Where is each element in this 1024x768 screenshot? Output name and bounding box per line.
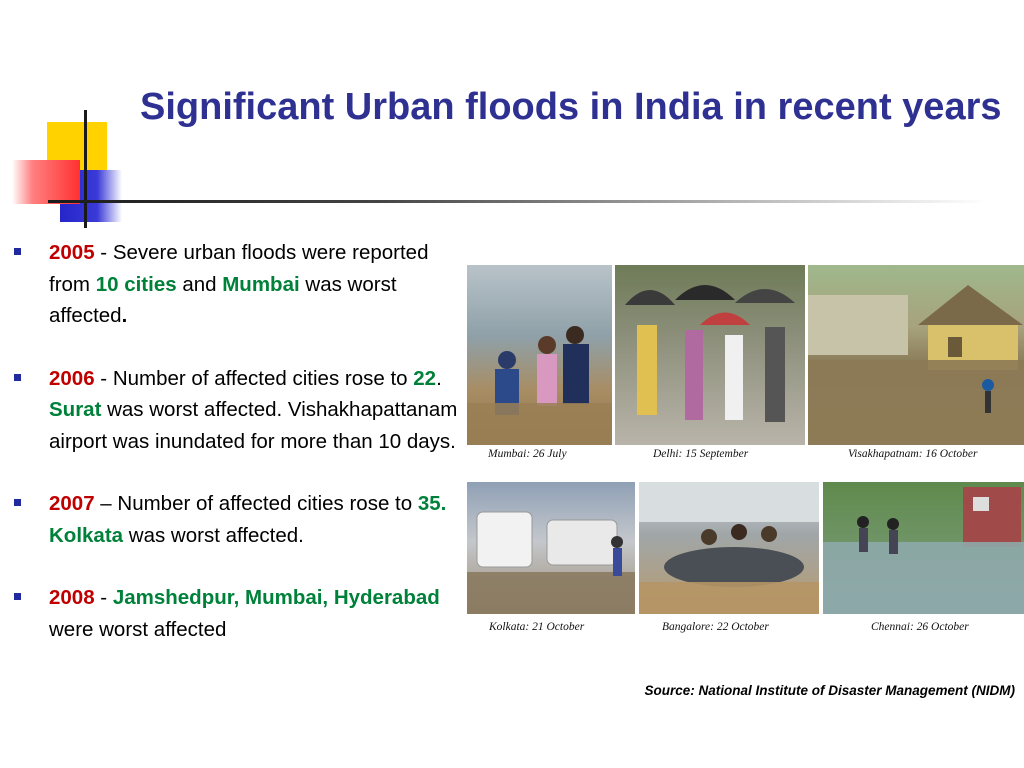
bullet-marker-icon xyxy=(14,374,21,381)
flood-photo-delhi xyxy=(615,265,805,445)
bullet-2007 xyxy=(14,488,464,551)
flood-photo-kolkata xyxy=(467,482,635,614)
flood-photo-visakhapatnam xyxy=(808,265,1024,445)
photo-caption: Kolkata: 21 October xyxy=(489,621,585,633)
bullet-text: . xyxy=(436,366,442,390)
photo-caption: Bangalore: 22 October xyxy=(662,621,769,633)
flood-photo-mumbai xyxy=(467,265,612,445)
rescue-boat-icon xyxy=(639,482,819,614)
source-note: Source: National Institute of Disaster Management (NIDM) xyxy=(644,683,1015,698)
bullet-text: and xyxy=(176,272,223,296)
bullet-text: – Number of affected cities rose to xyxy=(94,492,418,515)
bullet-year: 2006 xyxy=(49,366,95,390)
bullet-text: - Severe urban floods were reported from xyxy=(49,241,429,296)
bullet-text: were worst affected xyxy=(49,617,227,641)
photo-caption: Chennai: 26 October xyxy=(871,621,969,633)
photo-caption: Delhi: 15 September xyxy=(653,448,749,460)
bullet-2008 xyxy=(14,582,464,645)
flooded-cars-icon xyxy=(467,482,635,614)
decor-red-square xyxy=(12,160,80,204)
bullet-2005 xyxy=(14,237,464,332)
bullet-text: was worst affected. xyxy=(123,523,304,547)
slide-title: Significant Urban floods in India in recent years xyxy=(140,86,1002,128)
bullet-2006 xyxy=(14,363,464,458)
bullet-highlight: 22 xyxy=(413,366,437,390)
bullet-text: - xyxy=(94,586,113,609)
bullet-marker-icon xyxy=(14,593,21,600)
photo-caption: Mumbai: 26 July xyxy=(488,448,567,460)
bullet-year: 2005 xyxy=(49,241,95,264)
bullet-highlight: Jamshedpur, Mumbai, Hyderabad xyxy=(112,586,440,609)
decor-vertical-line xyxy=(84,110,87,228)
bullet-text: - Number of affected cities rose to xyxy=(94,366,414,390)
bullet-highlight: Mumbai xyxy=(222,272,300,296)
bullet-list xyxy=(14,237,464,645)
bullet-text: was worst affected xyxy=(49,272,397,327)
flooded-house-icon xyxy=(808,265,1024,445)
bullet-text: was worst affected. Vishakhapattanam airport was inundated for more than 10 days. xyxy=(49,398,458,453)
photo-caption: Visakhapatnam: 16 October xyxy=(848,448,978,460)
bullet-highlight: Surat xyxy=(49,398,102,421)
bullet-marker-icon xyxy=(14,248,21,255)
bullet-highlight: 10 cities xyxy=(95,272,177,296)
umbrellas-icon xyxy=(615,265,805,445)
bullet-year: 2007 xyxy=(49,492,95,515)
people-wading-icon xyxy=(467,265,612,445)
title-underline xyxy=(48,200,988,203)
bullet-year: 2008 xyxy=(49,586,95,609)
bullet-marker-icon xyxy=(14,499,21,506)
flood-photo-bangalore xyxy=(639,482,819,614)
flood-photo-chennai xyxy=(823,482,1024,614)
flooded-rail-icon xyxy=(823,482,1024,614)
bullet-text: . xyxy=(121,304,128,327)
bullet-highlight: 35. Kolkata xyxy=(49,492,447,547)
